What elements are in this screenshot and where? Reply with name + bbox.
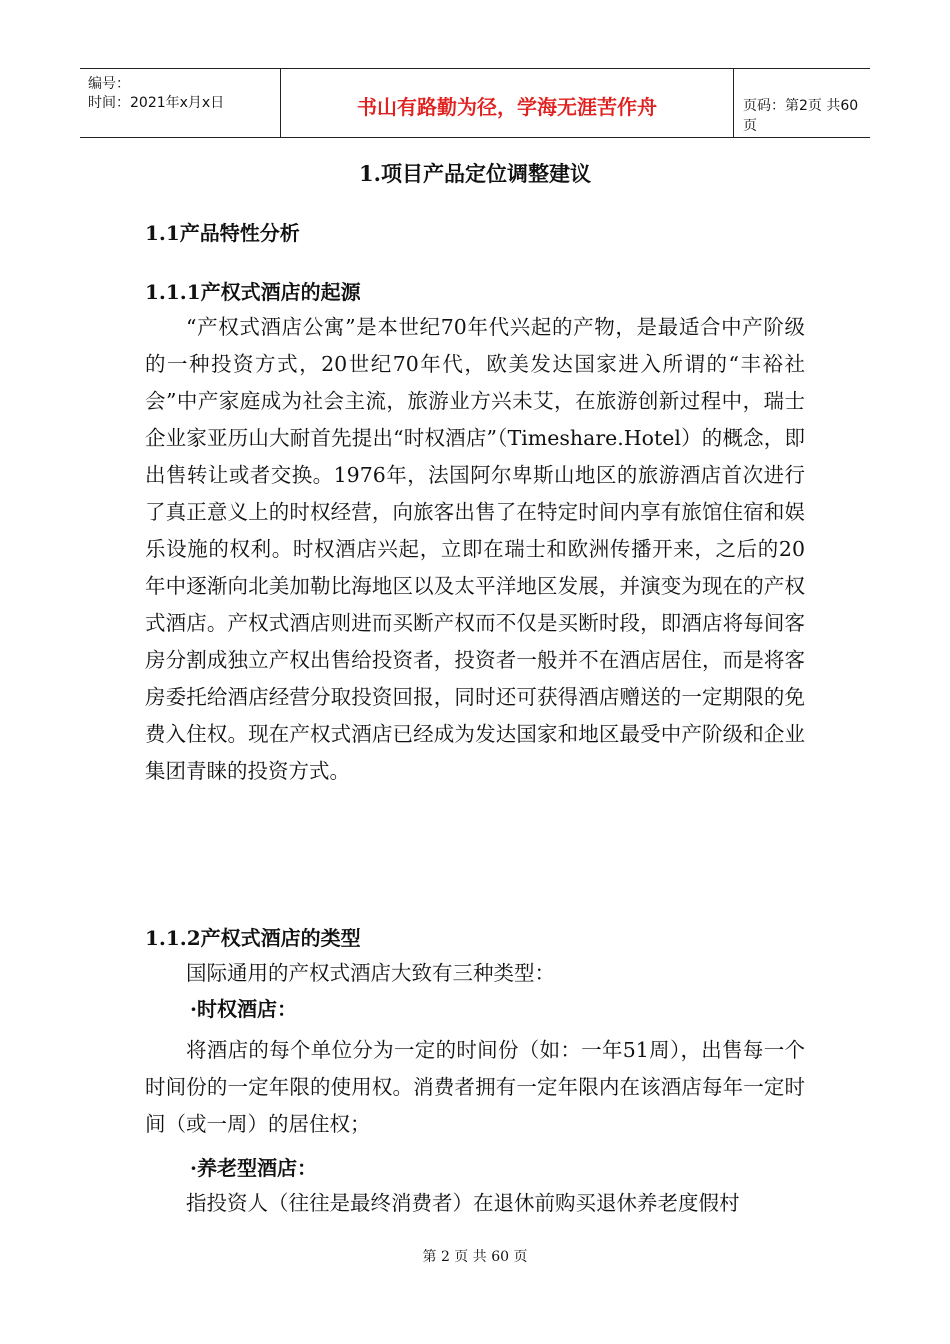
type-retirement-body: 指投资人（往往是最终消费者）在退休前购买退休养老度假村 (186, 1191, 740, 1215)
type-retirement-title: ·养老型酒店： (190, 1156, 317, 1180)
header-page-info: 页码：第2页 共60页 (743, 98, 859, 134)
header-left-cell (80, 69, 280, 137)
type-timeshare-title: ·时权酒店： (190, 997, 297, 1021)
document-header (80, 68, 870, 138)
type-timeshare-body: 将酒店的每个单位分为一定的时间份（如：一年51周），出售每一个时间份的一定年限的使用权。消费者拥有一定年限内在该酒店每年一定时间（或一周）的居住权； (145, 1038, 805, 1136)
number-label: 编号： (88, 76, 130, 92)
section-heading-1-1: 1.1产品特性分析 (145, 221, 300, 245)
header-motto: 书山有路勤为径，学海无涯苦作舟 (357, 95, 657, 119)
header-right-cell (733, 69, 870, 137)
section-heading-1-1-1: 1.1.1产权式酒店的起源 (145, 280, 361, 304)
date-label: 时间：2021年x月x日 (88, 95, 225, 111)
header-middle-cell (280, 69, 734, 137)
types-intro: 国际通用的产权式酒店大致有三种类型： (186, 961, 555, 985)
page-footer: 第 2 页 共 60 页 (422, 1249, 528, 1265)
page-title: 1.项目产品定位调整建议 (359, 161, 591, 186)
origin-paragraph: “产权式酒店公寓”是本世纪70年代兴起的产物，是最适合中产阶级的一种投资方式，20世纪70年代，欧美发达国家进入所谓的“丰裕社会”中产家庭成为社会主流，旅游业方兴未艾，在旅游创新过程中，瑞士企业家亚历山大耐首先提出“时权酒店”（Timeshare.Hotel）的概念，即出售转让或者交换。1976年，法国阿尔卑斯山地区的旅游酒店首次进行了真正意义上的时权经营，向旅客出售了在特定时间内享有旅馆住宿和娱乐设施的权利。时权酒店兴起，立即在瑞士和欧洲传播开来，之后的20年中逐渐向北美加勒比海地区以及太平洋地区发展，并演变为现在的产权式酒店。产权式酒店则进而买断产权而不仅是买断时段，即酒店将每间客房分割成独立产权出售给投资者，投资者一般并不在酒店居住，而是将客房委托给酒店经营分取投资回报，同时还可获得酒店赠送的一定期限的免费入住权。现在产权式酒店已经成为发达国家和地区最受中产阶级和企业集团青睐的投资方式。 (145, 315, 805, 783)
section-heading-1-1-2: 1.1.2产权式酒店的类型 (145, 926, 361, 950)
